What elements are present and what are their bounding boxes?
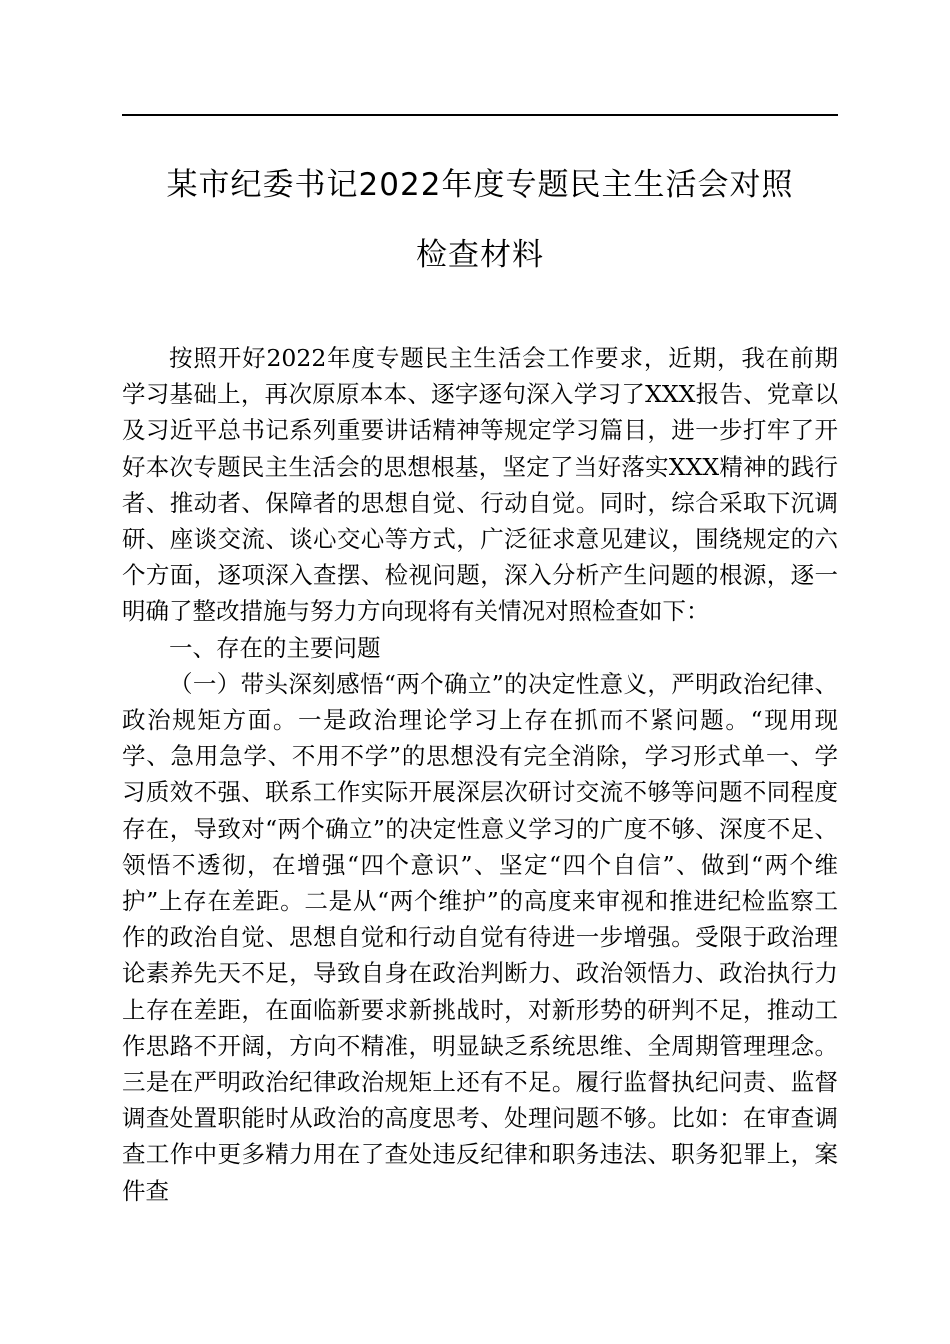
title-line-1: 某市纪委书记2022年度专题民主生活会对照: [166, 167, 794, 203]
section-heading: 一、存在的主要问题: [169, 633, 381, 662]
document-title: [122, 150, 838, 290]
intro-paragraph: 按照开好2022年度专题民主生活会工作要求，近期，我在前期学习基础上，再次原原本本、逐字逐句深入学习了XXX报告、党章以及习近平总书记系列重要讲话精神等规定学习篇目，进一步打牢了开好本次专题民主生活会的思想根基，坚定了当好落实XXX精神的践行者、推动者、保障者的思想自觉、行动自觉。同时，综合采取下沉调研、座谈交流、谈心交心等方式，广泛征求意见建议，围绕规定的六个方面，逐项深入查摆、检视问题，深入分析产生问题的根源，逐一明确了整改措施与努力方向现将有关情况对照检查如下：: [122, 344, 838, 626]
title-line-2: 检查材料: [416, 237, 544, 273]
body-paragraph: （一）带头深刻感悟“两个确立”的决定性意义，严明政治纪律、政治规矩方面。一是政治理论学习上存在抓而不紧问题。“现用现学、急用急学、不用不学”的思想没有完全消除，学习形式单一、学习质效不强、联系工作实际开展深层次研讨交流不够等问题不同程度存在，导致对“两个确立”的决定性意义学习的广度不够、深度不足、领悟不透彻，在增强“四个意识”、坚定“四个自信”、做到“两个维护”上存在差距。二是从“两个维护”的高度来审视和推进纪检监察工作的政治自觉、思想自觉和行动自觉有待进一步增强。受限于政治理论素养先天不足，导致自身在政治判断力、政治领悟力、政治执行力上存在差距，在面临新要求新挑战时，对新形势的研判不足，推动工作思路不开阔，方向不精准，明显缺乏系统思维、全周期管理理念。三是在严明政治纪律政治规矩上还有不足。履行监督执纪问责、监督调查处置职能时从政治的高度思考、处理问题不够。比如：在审查调查工作中更多精力用在了查处违反纪律和职务违法、职务犯罪上，案件查: [122, 669, 838, 1205]
header-rule: [122, 114, 838, 116]
document-body: [122, 340, 838, 1209]
